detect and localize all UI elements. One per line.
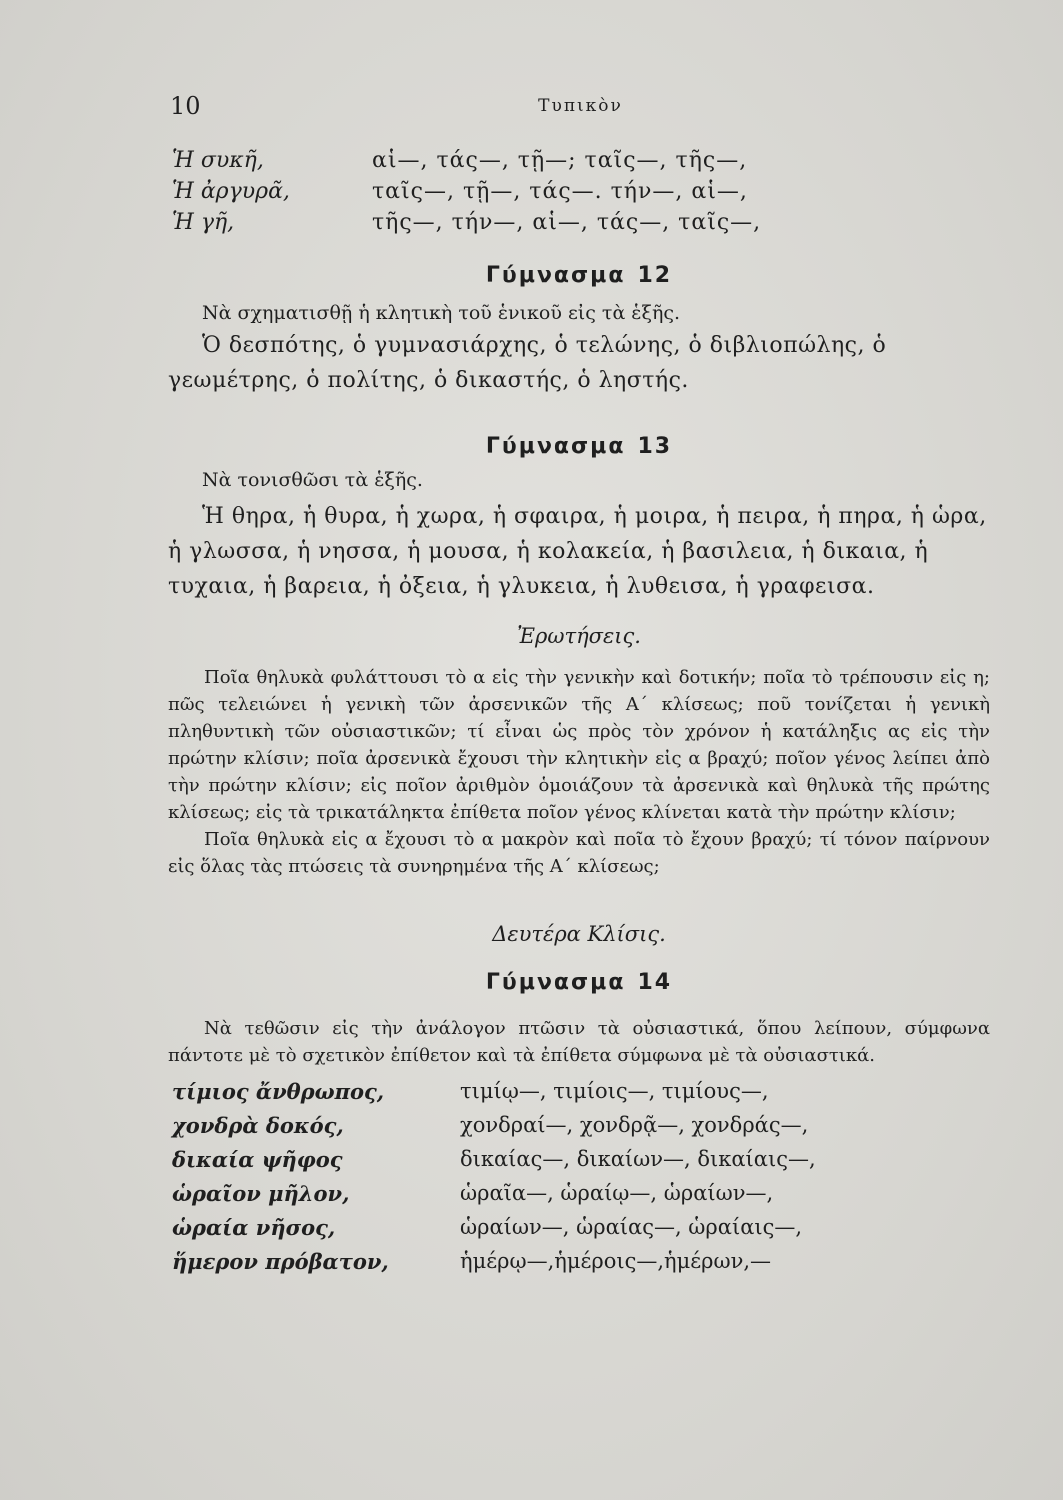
pair-right: ὡραῖα—, ὡραίῳ—, ὡραίων—,	[460, 1181, 774, 1205]
pair-row	[168, 1079, 990, 1113]
exercise-14-pairs	[168, 1079, 990, 1283]
pair-left: δικαία ψῆφος	[172, 1147, 343, 1172]
exercise-13-heading	[168, 434, 990, 459]
article-label: Ἡ ἀργυρᾶ,	[172, 179, 290, 204]
exercise-number: 12	[637, 263, 673, 288]
exercise-12-heading	[168, 263, 990, 288]
pair-right: ἡμέρῳ—,ἡμέροις—,ἡμέρων,—	[460, 1249, 772, 1273]
questions-paragraph-2: Ποῖα θηλυκὰ εἰς α ἔχουσι τὸ α μακρὸν καὶ ποῖα τὸ ἔχουν βραχύ; τί τόνον παίρνουν εἰς ὅλας τὰς πτώσεις τὰ συνηρημένα τῆς Α΄ κλίσεως;	[168, 829, 990, 877]
pair-row	[168, 1181, 990, 1215]
article-label: Ἡ γῆ,	[172, 210, 235, 235]
pair-right: τιμίῳ—, τιμίοις—, τιμίους—,	[460, 1079, 769, 1103]
running-title: Τυπικὸν	[538, 96, 623, 116]
pair-left: ὡραία νῆσος,	[172, 1215, 336, 1240]
exercise-12-instruction: Νὰ σχηματισθῇ ἡ κλητικὴ τοῦ ἑνικοῦ εἰς τὰ ἑξῆς.	[202, 302, 681, 324]
exercise-13-text: Ἡ θηρα, ἡ θυρα, ἡ χωρα, ἡ σφαιρα, ἡ μοιρα, ἡ πειρα, ἡ πηρα, ἡ ὡρα, ἡ γλωσσα, ἡ νησσα, ἡ μουσα, ἡ κολακεία, ἡ βασιλεια, ἡ δικαια, ἡ τυχαια, ἡ βαρεια, ἡ ὀξεια, ἡ γλυκεια, ἡ λυθεισα, ἡ γραφεισα.	[168, 504, 987, 599]
section-title: Δευτέρα Κλίσις.	[492, 922, 666, 946]
pair-right: χονδραί—, χονδρᾷ—, χονδράς—,	[460, 1113, 809, 1137]
page-header	[170, 92, 991, 122]
exercise-12-text: Ὁ δεσπότης, ὁ γυμνασιάρχης, ὁ τελώνης, ὁ διβλιοπώλης, ὁ γεωμέτρης, ὁ πολίτης, ὁ δικαστής, ὁ ληστής.	[168, 333, 887, 393]
exercise-title: Γύμνασμα	[485, 263, 626, 288]
pair-row	[168, 1147, 990, 1181]
pair-left: ὡραῖον μῆλον,	[172, 1181, 350, 1206]
article-forms-text: τῆς—, τήν—, αἱ—, τάς—, ταῖς—,	[372, 210, 762, 235]
pair-row	[168, 1249, 990, 1283]
exercise-number: 13	[637, 434, 673, 459]
exercise-13-instruction: Νὰ τονισθῶσι τὰ ἑξῆς.	[202, 469, 423, 491]
article-forms-text: ταῖς—, τῇ—, τάς—. τήν—, αἱ—,	[372, 179, 748, 204]
pair-right: δικαίας—, δικαίων—, δικαίαις—,	[460, 1147, 816, 1171]
pair-left: ἥμερον πρόβατον,	[172, 1249, 389, 1274]
exercise-number: 14	[637, 970, 673, 995]
pair-row	[168, 1113, 990, 1147]
exercise-title: Γύμνασμα	[485, 434, 626, 459]
article-forms-text: αἱ—, τάς—, τῇ—; ταῖς—, τῆς—,	[372, 148, 748, 173]
exercise-14-instruction: Νὰ τεθῶσιν εἰς τὴν ἀνάλογον πτῶσιν τὰ οὐσιαστικά, ὅπου λείπουν, σύμφωνα πάντοτε μὲ τὸ σχετικὸν ἐπίθετον καὶ τὰ ἐπίθετα σύμφωνα μὲ τὰ οὐσιαστικά.	[168, 1018, 990, 1066]
pair-row	[168, 1215, 990, 1249]
pair-left: τίμιος ἄνθρωπος,	[172, 1079, 385, 1104]
article-row	[168, 148, 990, 179]
pair-left: χονδρὰ δοκός,	[172, 1113, 344, 1138]
article-label: Ἡ συκῆ,	[172, 148, 264, 173]
page-content	[168, 148, 990, 1283]
article-row	[168, 210, 990, 241]
exercise-14-heading	[168, 970, 990, 995]
exercise-title: Γύμνασμα	[485, 970, 626, 995]
pair-right: ὡραίων—, ὡραίας—, ὡραίαις—,	[460, 1215, 803, 1239]
questions-paragraph-1: Ποῖα θηλυκὰ φυλάττουσι τὸ α εἰς τὴν γενικὴν καὶ δοτικήν; ποῖα τὸ τρέπουσιν εἰς η; πῶς τελειώνει ἡ γενικὴ τῶν ἀρσενικῶν τῆς Α΄ κλίσεως; ποῦ τονίζεται ἡ γενικὴ πληθυντικὴ τῶν οὐσιαστικῶν; τί εἶναι ὡς πρὸς τὸν χρόνον ἡ κατάληξις ας εἰς τὴν πρώτην κλίσιν; ποῖα ἀρσενικὰ ἔχουσι τὴν κλητικὴν εἰς α βραχύ; ποῖον γένος λείπει ἀπὸ τὴν πρώτην κλίσιν; εἰς ποῖον ἀριθμὸν ὁμοιάζουν τὰ ἀρσενικὰ καὶ θηλυκὰ τῆς πρώτης κλίσεως; εἰς τὰ τρικατάληκτα ἐπίθετα ποῖον γένος κλίνεται κατὰ τὴν πρώτην κλίσιν;	[168, 667, 990, 823]
questions-title: Ἐρωτήσεις.	[517, 624, 641, 648]
article-row	[168, 179, 990, 210]
article-forms	[168, 148, 990, 241]
page-number: 10	[170, 92, 201, 120]
